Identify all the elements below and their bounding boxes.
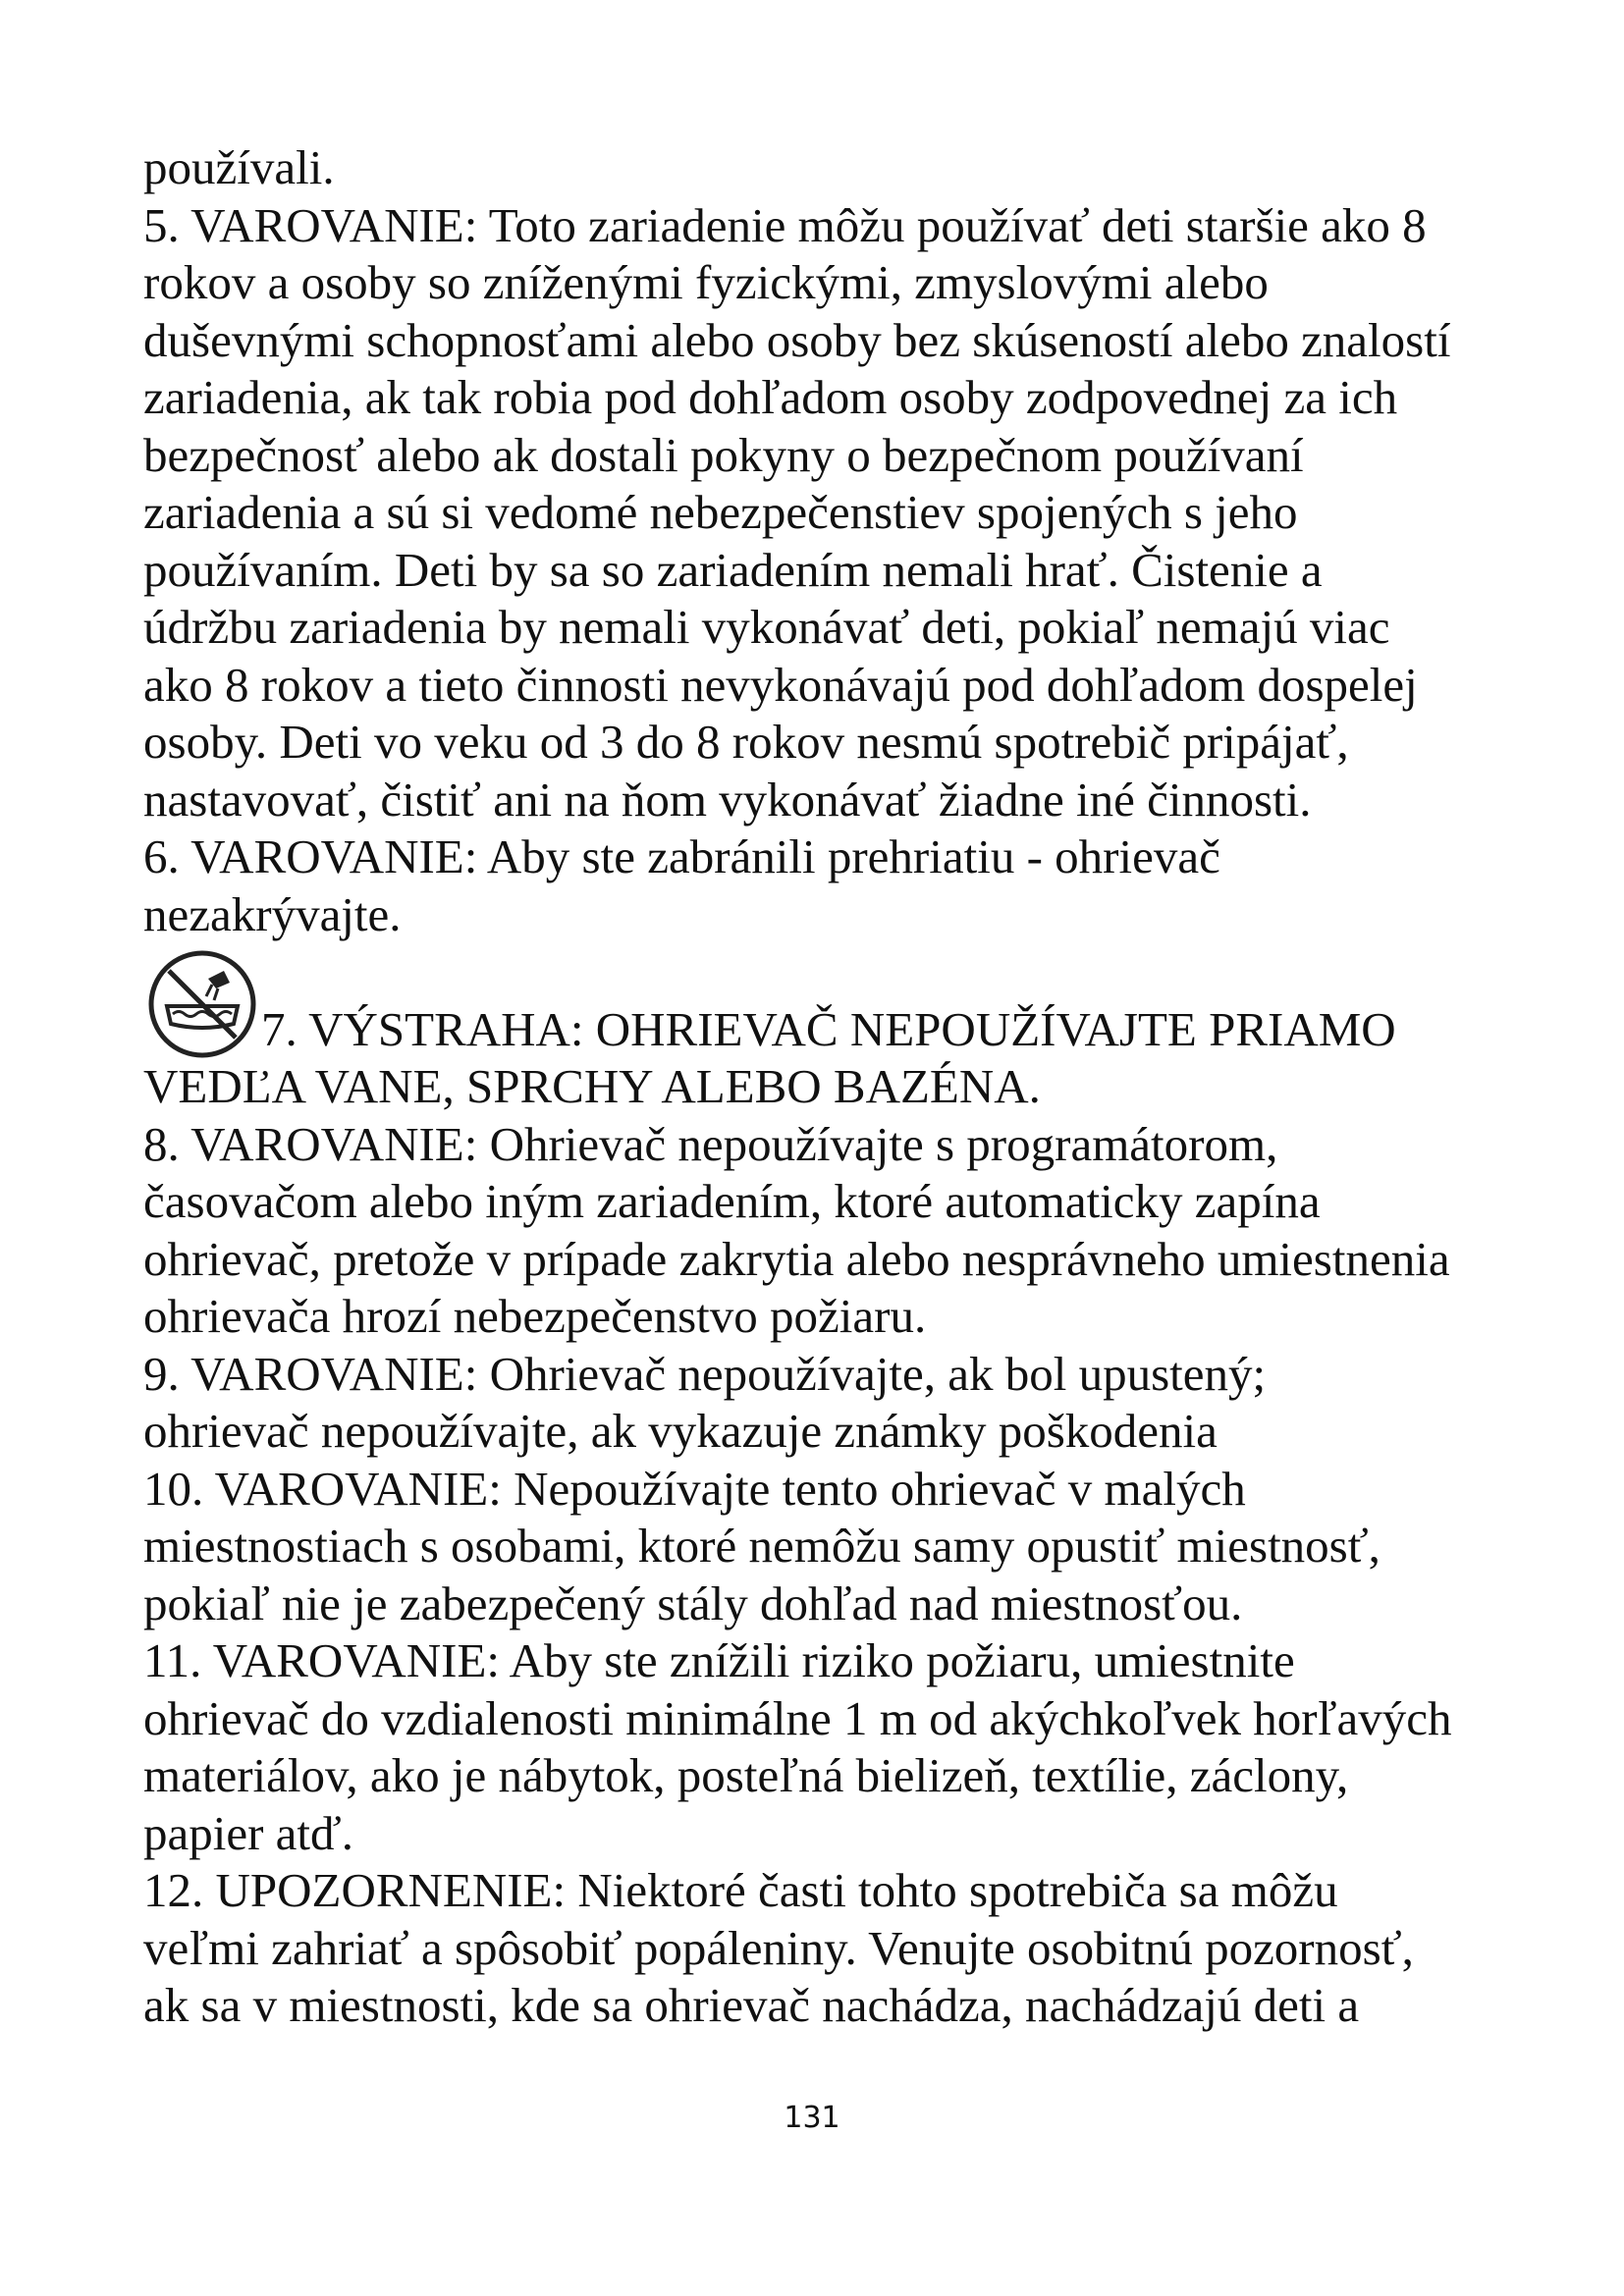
text-line: používali. — [143, 140, 335, 194]
text-line: materiálov, ako je nábytok, posteľná bielizeň, textílie, záclony, — [143, 1748, 1349, 1802]
text-line: 9. VAROVANIE: Ohrievač nepoužívajte, ak bol upustený; — [143, 1346, 1267, 1401]
text-line: používaním. Deti by sa so zariadením nemali hrať. Čistenie a — [143, 542, 1323, 597]
text-line: rokov a osoby so zníženými fyzickými, zmyslovými alebo — [143, 255, 1269, 309]
text-line: osoby. Deti vo veku od 3 do 8 rokov nesmú spotrebič pripájať, — [143, 715, 1349, 769]
text-line: ohrievač do vzdialenosti minimálne 1 m od akýchkoľvek horľavých — [143, 1690, 1452, 1745]
text-line: veľmi zahriať a spôsobiť popáleniny. Venujte osobitnú pozornosť, — [143, 1920, 1414, 1975]
warning-7-row — [143, 943, 1557, 1058]
text-line: ak sa v miestnosti, kde sa ohrievač nachádza, nachádzajú deti a — [143, 1978, 1360, 2032]
text-line: 6. VAROVANIE: Aby ste zabránili prehriatiu - ohrievač — [143, 829, 1220, 883]
text-line: bezpečnosť alebo ak dostali pokyny o bezpečnom používaní — [143, 427, 1304, 482]
text-line: 12. UPOZORNENIE: Niektoré časti tohto spotrebiča sa môžu — [143, 1863, 1338, 1917]
text-line: zariadenia, ak tak robia pod dohľadom osoby zodpovednej za ich — [143, 370, 1398, 424]
text-line: zariadenia a sú si vedomé nebezpečenstiev spojených s jeho — [143, 485, 1298, 539]
text-line: pokiaľ nie je zabezpečený stály dohľad nad miestnosťou. — [143, 1575, 1243, 1630]
text-line: 11. VAROVANIE: Aby ste znížili riziko požiaru, umiestnite — [143, 1633, 1295, 1687]
text-line: duševnými schopnosťami alebo osoby bez skúseností alebo znalostí — [143, 312, 1451, 367]
text-line: papier atď. — [143, 1805, 353, 1860]
document-body — [143, 139, 1557, 2035]
text-line: údržbu zariadenia by nemali vykonávať deti, pokiaľ nemajú viac — [143, 600, 1390, 654]
text-line: 10. VAROVANIE: Nepoužívajte tento ohrievač v malých — [143, 1461, 1246, 1516]
text-line: nastavovať, čistiť ani na ňom vykonávať žiadne iné činnosti. — [143, 772, 1312, 827]
page-number: 131 — [784, 2101, 840, 2135]
text-line: ohrievača hrozí nebezpečenstvo požiaru. — [143, 1289, 927, 1343]
text-line: ohrievač, pretože v prípade zakrytia alebo nesprávneho umiestnenia — [143, 1231, 1450, 1286]
no-bathtub-icon — [147, 949, 257, 1059]
text-line: časovačom alebo iným zariadením, ktoré automaticky zapína — [143, 1174, 1321, 1228]
text-line: VEDĽA VANE, SPRCHY ALEBO BAZÉNA. — [143, 1059, 1041, 1113]
text-line: ako 8 rokov a tieto činnosti nevykonávajú pod dohľadom dospelej — [143, 657, 1418, 712]
text-line: nezakrývajte. — [143, 886, 402, 941]
text-line: miestnostiach s osobami, ktoré nemôžu samy opustiť miestnosť, — [143, 1519, 1380, 1573]
text-line: ohrievač nepoužívajte, ak vykazuje známky poškodenia — [143, 1404, 1218, 1458]
text-line: 5. VAROVANIE: Toto zariadenie môžu používať deti staršie ako 8 — [143, 197, 1427, 252]
warning-7-text: 7. VÝSTRAHA: OHRIEVAČ NEPOUŽÍVAJTE PRIAMO — [261, 1001, 1396, 1056]
text-line: 8. VAROVANIE: Ohrievač nepoužívajte s programátorom, — [143, 1116, 1278, 1171]
